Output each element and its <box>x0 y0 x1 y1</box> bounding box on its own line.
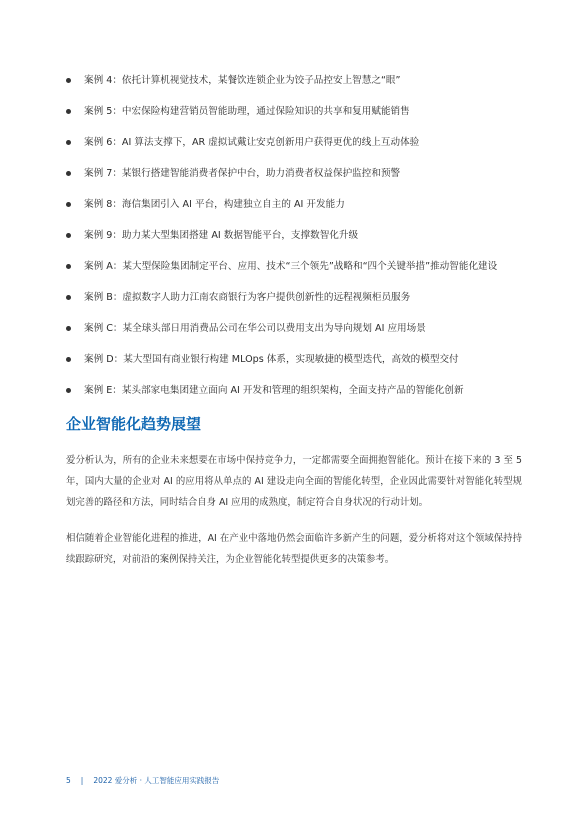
bullet-icon <box>66 78 71 83</box>
case-text: 案例 D：某大型国有商业银行构建 MLOps 体系，实现敏捷的模型迭代，高效的模型交付 <box>84 353 459 365</box>
bullet-icon <box>66 140 71 145</box>
bullet-icon <box>66 171 71 176</box>
bullet-icon <box>66 326 71 331</box>
paragraph-outlook: 爱分析认为，所有的企业未来想要在市场中保持竞争力，一定都需要全面拥抱智能化。预计在接下来的 3 至 5 年，国内大量的企业对 AI 的应用将从单点的 AI 建设走向全面的智能化转型，企业因此需要针对智能化转型规划完善的路径和方法，同时结合自身 AI 应用的成熟度，制定符合自身状况的行动计划。 <box>66 455 522 508</box>
case-text: 案例 7：某银行搭建智能消费者保护中台，助力消费者权益保护监控和预警 <box>84 167 401 179</box>
bullet-icon <box>66 357 71 362</box>
list-item <box>66 65 526 96</box>
list-item <box>66 96 526 127</box>
case-text: 案例 8：海信集团引入 AI 平台，构建独立自主的 AI 开发能力 <box>84 198 345 210</box>
page-number: 5 <box>66 776 71 785</box>
case-text: 案例 E：某头部家电集团建立面向 AI 开发和管理的组织架构，全面支持产品的智能化创新 <box>84 384 464 396</box>
paragraph-followup: 相信随着企业智能化进程的推进，AI 在产业中落地仍然会面临许多新产生的问题，爱分析将对这个领域保持持续跟踪研究，对前沿的案例保持关注，为企业智能化转型提供更多的决策参考。 <box>66 533 522 565</box>
list-item <box>66 344 526 375</box>
bullet-icon <box>66 388 71 393</box>
footer-separator: | <box>80 776 84 785</box>
section-title: 企业智能化趋势展望 <box>66 415 202 433</box>
case-text: 案例 4：依托计算机视觉技术，某餐饮连锁企业为饺子品控安上智慧之“眼” <box>84 74 401 86</box>
bullet-icon <box>66 264 71 269</box>
bullet-icon <box>66 295 71 300</box>
bullet-icon <box>66 233 71 238</box>
case-list <box>66 65 526 406</box>
page-footer <box>66 775 219 786</box>
case-text: 案例 6：AI 算法支撑下，AR 虚拟试戴让安克创新用户获得更优的线上互动体验 <box>84 136 420 148</box>
case-text: 案例 C：某全球头部日用消费品公司在华公司以费用支出为导向规划 AI 应用场景 <box>84 322 426 334</box>
case-text: 案例 5：中宏保险构建营销员智能助理，通过保险知识的共享和复用赋能销售 <box>84 105 410 117</box>
list-item <box>66 313 526 344</box>
list-item <box>66 375 526 406</box>
footer-report-title: 2022 爱分析 · 人工智能应用实践报告 <box>93 776 220 785</box>
case-text: 案例 A：某大型保险集团制定平台、应用、技术“三个领先”战略和“四个关键举措”推动智能化建设 <box>84 260 498 272</box>
bullet-icon <box>66 202 71 207</box>
list-item <box>66 189 526 220</box>
list-item <box>66 282 526 313</box>
case-text: 案例 B：虚拟数字人助力江南农商银行为客户提供创新性的远程视频柜员服务 <box>84 291 411 303</box>
list-item <box>66 127 526 158</box>
list-item <box>66 158 526 189</box>
list-item <box>66 220 526 251</box>
bullet-icon <box>66 109 71 114</box>
case-text: 案例 9：助力某大型集团搭建 AI 数据智能平台，支撑数智化升级 <box>84 229 359 241</box>
list-item <box>66 251 526 282</box>
